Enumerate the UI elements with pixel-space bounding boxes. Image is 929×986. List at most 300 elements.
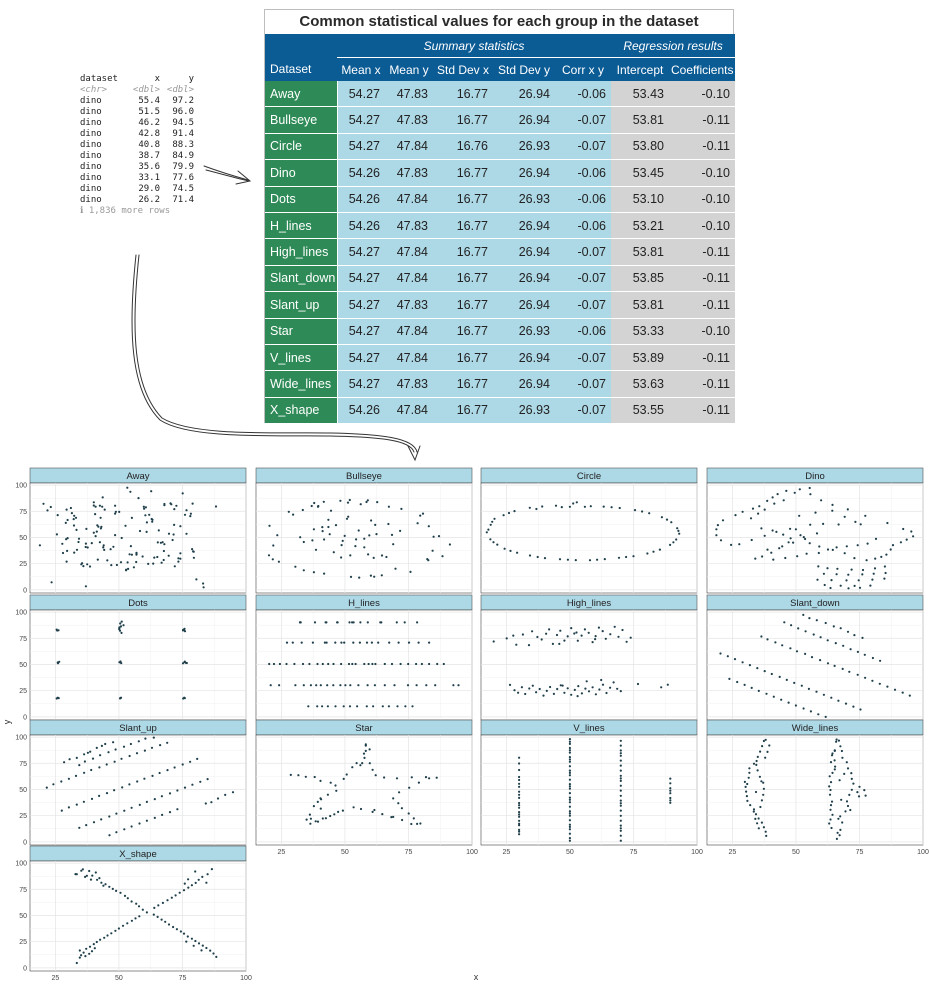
- data-point: [620, 760, 622, 762]
- data-point: [388, 705, 390, 707]
- data-point: [846, 761, 848, 763]
- data-point: [719, 652, 721, 654]
- data-point: [781, 545, 783, 547]
- data-point: [131, 920, 133, 922]
- data-point: [175, 505, 177, 507]
- data-point: [773, 503, 775, 505]
- data-point: [856, 791, 858, 793]
- value-cell: 53.55: [611, 397, 669, 423]
- data-point: [294, 566, 296, 568]
- data-point: [775, 531, 777, 533]
- data-point: [569, 761, 571, 763]
- data-point: [347, 516, 349, 518]
- data-point: [104, 743, 106, 745]
- data-point: [742, 661, 744, 663]
- data-point: [753, 811, 755, 813]
- data-point: [764, 757, 766, 759]
- data-point: [620, 835, 622, 837]
- data-point: [513, 689, 515, 691]
- data-point: [198, 942, 200, 944]
- data-point: [487, 529, 489, 531]
- data-point: [182, 662, 184, 664]
- data-point: [436, 777, 438, 779]
- value-cell: 54.26: [337, 397, 385, 423]
- dataset-cell: Slant_up: [265, 292, 337, 318]
- data-point: [885, 554, 887, 556]
- data-point: [816, 532, 818, 534]
- data-point: [370, 519, 372, 521]
- data-point: [748, 767, 750, 769]
- data-point: [336, 621, 338, 623]
- data-point: [441, 555, 443, 557]
- data-point: [772, 559, 774, 561]
- data-point: [755, 791, 757, 793]
- data-point: [884, 565, 886, 567]
- data-point: [620, 827, 622, 829]
- value-cell: -0.10: [669, 186, 735, 212]
- data-point: [60, 780, 62, 782]
- value-cell: -0.10: [669, 81, 735, 107]
- data-point: [371, 663, 373, 665]
- data-point: [118, 927, 120, 929]
- data-point: [836, 546, 838, 548]
- tibble-cell: 77.6: [172, 173, 194, 183]
- data-point: [765, 835, 767, 837]
- data-point: [114, 930, 116, 932]
- data-point: [772, 529, 774, 531]
- data-point: [356, 705, 358, 707]
- data-point: [371, 642, 373, 644]
- data-point: [851, 569, 853, 571]
- data-point: [764, 535, 766, 537]
- data-point: [569, 810, 571, 812]
- data-point: [828, 785, 830, 787]
- data-point: [768, 744, 770, 746]
- data-point: [669, 544, 671, 546]
- data-point: [396, 621, 398, 623]
- x-tick-label: 100: [691, 849, 703, 856]
- data-point: [584, 688, 586, 690]
- data-point: [788, 541, 790, 543]
- data-point: [559, 630, 561, 632]
- data-point: [852, 783, 854, 785]
- x-tick-label: 50: [341, 849, 349, 856]
- data-point: [209, 950, 211, 952]
- data-point: [545, 633, 547, 635]
- value-cell: 54.26: [337, 186, 385, 212]
- data-point: [330, 510, 332, 512]
- data-point: [727, 655, 729, 657]
- data-point: [569, 752, 571, 754]
- data-point: [177, 561, 179, 563]
- x-tick-label: 25: [51, 975, 60, 982]
- value-cell: -0.11: [669, 292, 735, 318]
- data-point: [186, 662, 188, 664]
- data-point: [596, 559, 598, 561]
- data-point: [539, 688, 541, 690]
- data-point: [839, 829, 841, 831]
- facet-slant_up: [15, 720, 246, 846]
- data-point: [174, 565, 176, 567]
- data-point: [518, 820, 520, 822]
- data-point: [179, 892, 181, 894]
- data-point: [902, 692, 904, 694]
- data-point: [569, 837, 571, 839]
- value-cell: 26.93: [493, 397, 555, 423]
- data-point: [773, 696, 775, 698]
- data-point: [418, 782, 420, 784]
- x-tick-label: 75: [629, 849, 638, 856]
- data-point: [818, 552, 820, 554]
- data-point: [39, 544, 41, 546]
- data-point: [754, 558, 756, 560]
- value-cell: 16.77: [433, 186, 493, 212]
- x-tick-label: 25: [502, 849, 511, 856]
- data-point: [834, 665, 836, 667]
- data-point: [46, 509, 48, 511]
- data-point: [569, 779, 571, 781]
- data-point: [384, 684, 386, 686]
- data-point: [69, 758, 71, 760]
- data-point: [581, 692, 583, 694]
- data-point: [98, 877, 100, 879]
- data-point: [592, 686, 594, 688]
- data-point: [569, 792, 571, 794]
- data-point: [196, 758, 198, 760]
- data-point: [46, 787, 48, 789]
- data-point: [85, 543, 87, 545]
- data-point: [307, 705, 309, 707]
- data-point: [518, 804, 520, 806]
- data-point: [146, 531, 148, 533]
- data-point: [569, 826, 571, 828]
- data-point: [93, 532, 95, 534]
- data-point: [114, 505, 116, 507]
- y-tick-label: 25: [19, 688, 27, 696]
- facet-circle: [481, 468, 697, 593]
- data-point: [790, 537, 792, 539]
- data-point: [620, 795, 622, 797]
- value-cell: -0.06: [555, 160, 611, 186]
- data-point: [114, 761, 116, 763]
- data-point: [106, 763, 108, 765]
- data-point: [184, 787, 186, 789]
- data-point: [864, 515, 866, 517]
- facet-title: Slant_down: [790, 598, 840, 609]
- data-point: [151, 775, 153, 777]
- data-point: [762, 782, 764, 784]
- data-point: [824, 584, 826, 586]
- data-point: [748, 772, 750, 774]
- dataset-cell: X_shape: [265, 397, 337, 423]
- facet-v_lines: [481, 720, 703, 856]
- data-point: [320, 808, 322, 810]
- data-point: [159, 772, 161, 774]
- data-point: [850, 772, 852, 774]
- y-tick-label: 100: [15, 609, 27, 617]
- facet-panel: [481, 735, 697, 845]
- data-point: [137, 497, 139, 499]
- data-point: [179, 552, 181, 554]
- facet-panel: [30, 610, 246, 720]
- value-cell: 53.63: [611, 371, 669, 397]
- data-point: [506, 637, 508, 639]
- column-header: Coefficients: [669, 58, 735, 82]
- data-point: [272, 544, 274, 546]
- data-point: [634, 509, 636, 511]
- data-point: [819, 659, 821, 661]
- data-point: [91, 542, 93, 544]
- data-point: [359, 621, 361, 623]
- data-point: [166, 742, 168, 744]
- facet-star: [256, 720, 478, 856]
- data-point: [108, 834, 110, 836]
- data-point: [337, 811, 339, 813]
- data-point: [831, 504, 833, 506]
- data-point: [125, 569, 127, 571]
- data-point: [804, 538, 806, 540]
- value-cell: -0.10: [669, 318, 735, 344]
- data-point: [883, 578, 885, 580]
- data-point: [620, 800, 622, 802]
- data-point: [359, 764, 361, 766]
- data-point: [879, 660, 881, 662]
- data-point: [677, 530, 679, 532]
- data-point: [890, 548, 892, 550]
- data-point: [153, 914, 155, 916]
- data-point: [746, 783, 748, 785]
- facet-panel: [481, 610, 697, 720]
- data-point: [417, 522, 419, 524]
- data-point: [752, 508, 754, 510]
- data-point: [661, 516, 663, 518]
- data-point: [373, 576, 375, 578]
- data-point: [808, 688, 810, 690]
- data-point: [758, 817, 760, 819]
- column-header: Intercept: [611, 58, 669, 82]
- data-point: [268, 525, 270, 527]
- data-point: [854, 585, 856, 587]
- data-point: [753, 808, 755, 810]
- data-point: [75, 517, 77, 519]
- data-point: [795, 528, 797, 530]
- data-point: [678, 533, 680, 535]
- data-point: [844, 516, 846, 518]
- data-point: [562, 685, 564, 687]
- data-point: [192, 503, 194, 505]
- data-point: [848, 794, 850, 796]
- data-point: [630, 637, 632, 639]
- data-point: [104, 509, 106, 511]
- data-point: [818, 545, 820, 547]
- data-point: [602, 630, 604, 632]
- data-point: [96, 531, 98, 533]
- data-point: [325, 621, 327, 623]
- data-point: [728, 678, 730, 680]
- data-point: [810, 710, 812, 712]
- data-point: [392, 816, 394, 818]
- data-point: [850, 648, 852, 650]
- data-point: [86, 875, 88, 877]
- data-point: [363, 663, 365, 665]
- data-point: [452, 684, 454, 686]
- data-point: [313, 502, 315, 504]
- value-cell: 53.80: [611, 133, 669, 159]
- data-point: [871, 579, 873, 581]
- data-point: [121, 537, 123, 539]
- data-point: [198, 879, 200, 881]
- data-point: [193, 551, 195, 553]
- data-point: [443, 663, 445, 665]
- data-point: [106, 934, 108, 936]
- data-point: [119, 892, 121, 894]
- data-point: [335, 524, 337, 526]
- data-point: [393, 684, 395, 686]
- data-point: [569, 785, 571, 787]
- data-point: [114, 513, 116, 515]
- data-point: [522, 633, 524, 635]
- data-point: [595, 635, 597, 637]
- data-point: [588, 632, 590, 634]
- data-point: [532, 685, 534, 687]
- data-point: [354, 545, 356, 547]
- value-cell: 16.77: [433, 371, 493, 397]
- data-point: [428, 642, 430, 644]
- data-point: [852, 706, 854, 708]
- data-point: [78, 538, 80, 540]
- data-point: [595, 693, 597, 695]
- data-point: [144, 750, 146, 752]
- data-point: [348, 663, 350, 665]
- data-point: [205, 882, 207, 884]
- data-point: [829, 794, 831, 796]
- data-point: [620, 740, 622, 742]
- data-point: [175, 894, 177, 896]
- data-point: [518, 807, 520, 809]
- data-point: [143, 506, 145, 508]
- data-point: [56, 533, 58, 535]
- data-point: [569, 840, 571, 842]
- data-point: [863, 789, 865, 791]
- data-point: [303, 541, 305, 543]
- data-point: [517, 692, 519, 694]
- data-point: [130, 545, 132, 547]
- data-point: [184, 883, 186, 885]
- data-point: [839, 834, 841, 836]
- data-point: [335, 790, 337, 792]
- value-cell: 53.10: [611, 186, 669, 212]
- data-point: [885, 572, 887, 574]
- data-point: [102, 885, 104, 887]
- data-point: [760, 635, 762, 637]
- column-header: Dataset: [265, 58, 337, 82]
- data-point: [110, 932, 112, 934]
- data-point: [323, 538, 325, 540]
- value-cell: 54.27: [337, 239, 385, 265]
- value-cell: -0.11: [669, 344, 735, 370]
- data-point: [95, 506, 97, 508]
- data-point: [191, 884, 193, 886]
- data-point: [825, 622, 827, 624]
- data-point: [738, 543, 740, 545]
- data-point: [95, 535, 97, 537]
- value-cell: 53.81: [611, 239, 669, 265]
- data-point: [68, 806, 70, 808]
- data-point: [51, 581, 53, 583]
- data-point: [513, 510, 515, 512]
- data-point: [831, 814, 833, 816]
- data-point: [115, 890, 117, 892]
- data-point: [766, 751, 768, 753]
- x-tick-label: 100: [240, 975, 252, 982]
- data-point: [425, 684, 427, 686]
- data-point: [207, 873, 209, 875]
- data-point: [762, 794, 764, 796]
- data-point: [130, 743, 132, 745]
- data-point: [886, 522, 888, 524]
- data-point: [83, 772, 85, 774]
- data-point: [524, 693, 526, 695]
- data-point: [163, 550, 165, 552]
- data-point: [782, 534, 784, 536]
- data-point: [620, 752, 622, 754]
- data-point: [299, 621, 301, 623]
- data-point: [569, 801, 571, 803]
- data-point: [70, 507, 72, 509]
- data-point: [748, 777, 750, 779]
- value-cell: -0.06: [555, 318, 611, 344]
- data-point: [811, 656, 813, 658]
- data-point: [569, 828, 571, 830]
- data-point: [373, 557, 375, 559]
- data-point: [434, 684, 436, 686]
- data-point: [120, 632, 122, 634]
- data-point: [569, 783, 571, 785]
- value-cell: 53.21: [611, 212, 669, 238]
- data-point: [342, 810, 344, 812]
- data-point: [577, 695, 579, 697]
- data-point: [356, 762, 358, 764]
- data-point: [136, 780, 138, 782]
- data-point: [772, 496, 774, 498]
- data-point: [306, 819, 308, 821]
- data-point: [322, 663, 324, 665]
- data-point: [90, 769, 92, 771]
- data-point: [353, 806, 355, 808]
- data-point: [394, 568, 396, 570]
- data-point: [827, 662, 829, 664]
- data-point: [106, 792, 108, 794]
- data-point: [669, 797, 671, 799]
- data-point: [78, 827, 80, 829]
- data-point: [845, 579, 847, 581]
- data-point: [569, 756, 571, 758]
- data-point: [749, 804, 751, 806]
- data-point: [143, 778, 145, 780]
- data-point: [76, 757, 78, 759]
- data-point: [52, 783, 54, 785]
- data-point: [666, 519, 668, 521]
- data-point: [715, 528, 717, 530]
- data-point: [620, 785, 622, 787]
- data-point: [146, 521, 148, 523]
- data-point: [569, 749, 571, 751]
- data-point: [851, 789, 853, 791]
- dataset-cell: Star: [265, 318, 337, 344]
- data-point: [169, 811, 171, 813]
- data-point: [79, 957, 81, 959]
- data-point: [313, 805, 315, 807]
